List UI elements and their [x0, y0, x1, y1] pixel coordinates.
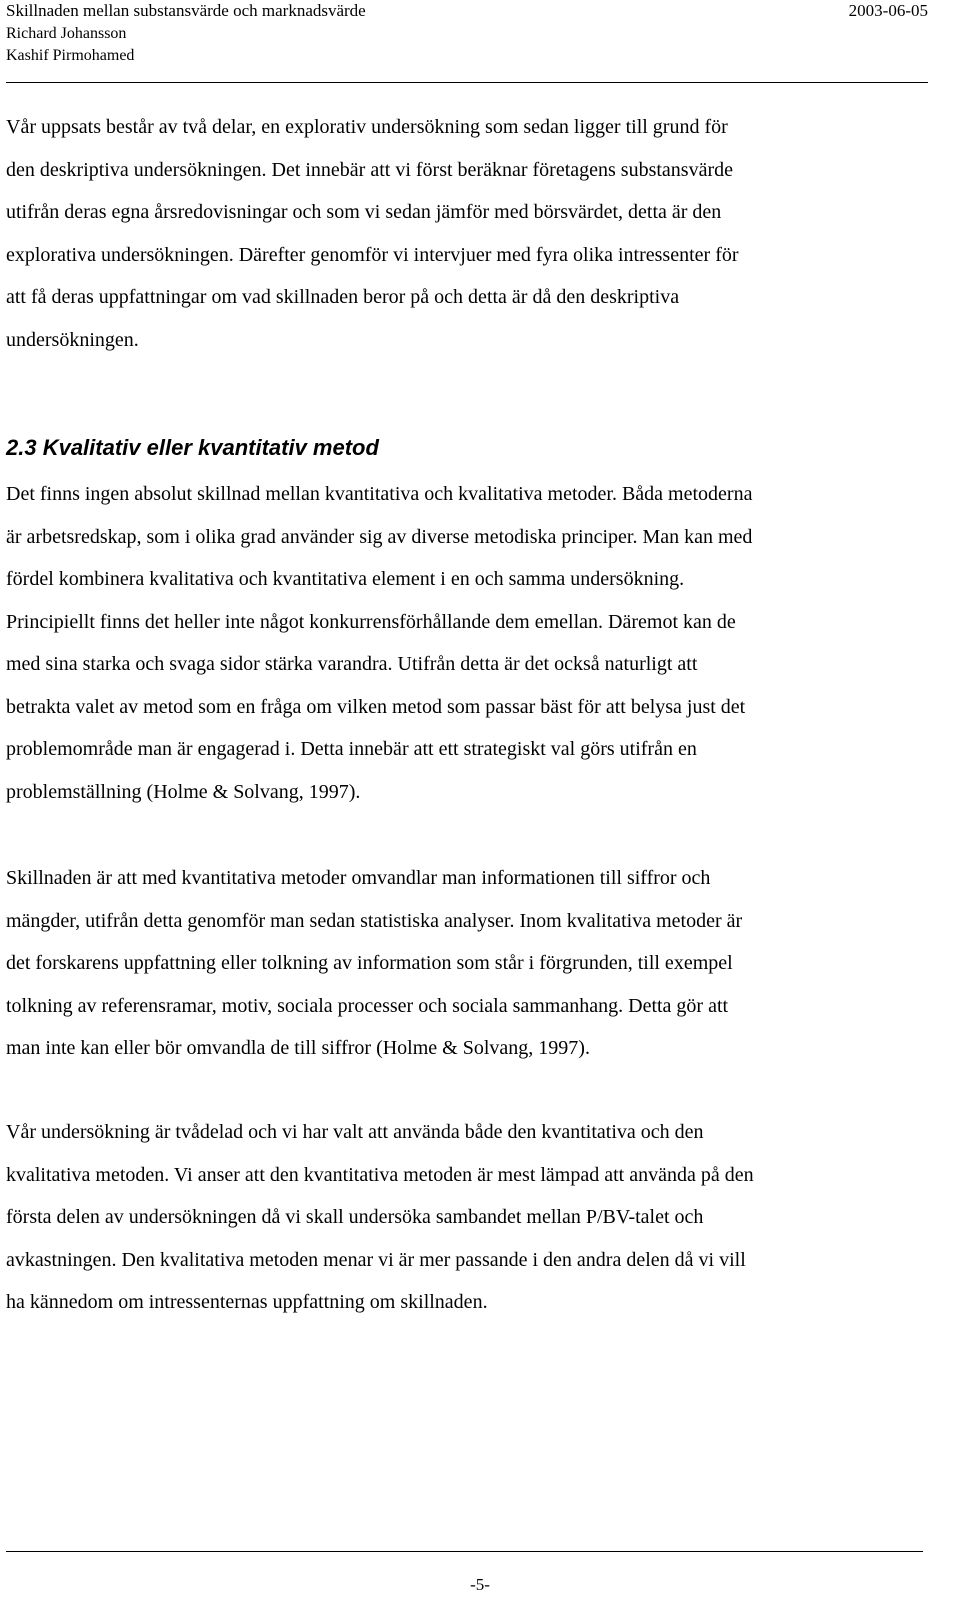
text-line: betrakta valet av metod som en fråga om vilken metod som passar bäst för att belysa just det: [6, 695, 746, 718]
method-paragraph: [6, 473, 928, 813]
text-line: Vår undersökning är tvådelad och vi har valt att använda både den kvantitativa och den: [6, 1121, 704, 1143]
text-line: utifrån deras egna årsredovisningar och som vi sedan jämför med börsvärdet, detta är den: [6, 201, 722, 223]
text-line: första delen av undersökningen då vi skall undersöka sambandet mellan P/BV-talet och: [6, 1206, 704, 1228]
text-line: Det finns ingen absolut skillnad mellan kvantitativa och kvalitativa metoder. Båda metoderna: [6, 483, 753, 505]
author-name: Kashif Pirmohamed: [6, 47, 135, 64]
text-line: man inte kan eller bör omvandla de till siffror (Holme & Solvang, 1997).: [6, 1037, 590, 1059]
text-line: problemställning (Holme & Solvang, 1997).: [6, 780, 361, 803]
running-header: [6, 0, 928, 83]
text-line: kvalitativa metoden. Vi anser att den kvantitativa metoden är mest lämpad att använda på den: [6, 1163, 754, 1186]
document-date: 2003-06-05: [848, 1, 928, 20]
text-line: den deskriptiva undersökningen. Det innebär att vi först beräknar företagens substansvärde: [6, 158, 733, 181]
text-line: med sina starka och svaga sidor stärka varandra. Utifrån detta är det också naturligt att: [6, 653, 698, 675]
text-line: Vår uppsats består av två delar, en explorativ undersökning som sedan ligger till grund för: [6, 116, 728, 138]
text-line: ha kännedom om intressenternas uppfattning om skillnaden.: [6, 1291, 488, 1313]
text-line: det forskarens uppfattning eller tolkning av information som står i förgrunden, till exempel: [6, 952, 733, 974]
footer-divider: [6, 1551, 923, 1552]
text-line: är arbetsredskap, som i olika grad använder sig av diverse metodiska principer. Man kan med: [6, 525, 753, 548]
author-name: Richard Johansson: [6, 25, 127, 42]
text-line: Skillnaden är att med kvantitativa metoder omvandlar man informationen till siffror och: [6, 867, 711, 889]
text-line: tolkning av referensramar, motiv, sociala processer och sociala sammanhang. Detta gör att: [6, 994, 729, 1017]
document-title: Skillnaden mellan substansvärde och marknadsvärde: [6, 1, 366, 20]
intro-paragraph: [6, 106, 928, 361]
text-line: mängder, utifrån detta genomför man sedan statistiska analyser. Inom kvalitativa metoder är: [6, 909, 743, 932]
section-heading: 2.3 Kvalitativ eller kvantitativ metod: [6, 435, 379, 460]
text-line: problemområde man är engagerad i. Detta innebär att ett strategiskt val görs utifrån en: [6, 738, 697, 760]
text-line: fördel kombinera kvalitativa och kvantitativa element i en och samma undersökning.: [6, 568, 685, 590]
text-line: att få deras uppfattningar om vad skillnaden beror på och detta är då den deskriptiva: [6, 286, 680, 308]
page-number: -5-: [470, 1575, 490, 1594]
our-study-paragraph: [6, 1111, 928, 1324]
difference-paragraph: [6, 857, 928, 1070]
text-line: explorativa undersökningen. Därefter genomför vi intervjuer med fyra olika intressenter för: [6, 243, 739, 266]
text-line: undersökningen.: [6, 328, 139, 351]
text-line: avkastningen. Den kvalitativa metoden menar vi är mer passande i den andra delen då vi vill: [6, 1248, 746, 1271]
text-line: Principiellt finns det heller inte något konkurrensförhållande dem emellan. Däremot kan de: [6, 610, 736, 633]
